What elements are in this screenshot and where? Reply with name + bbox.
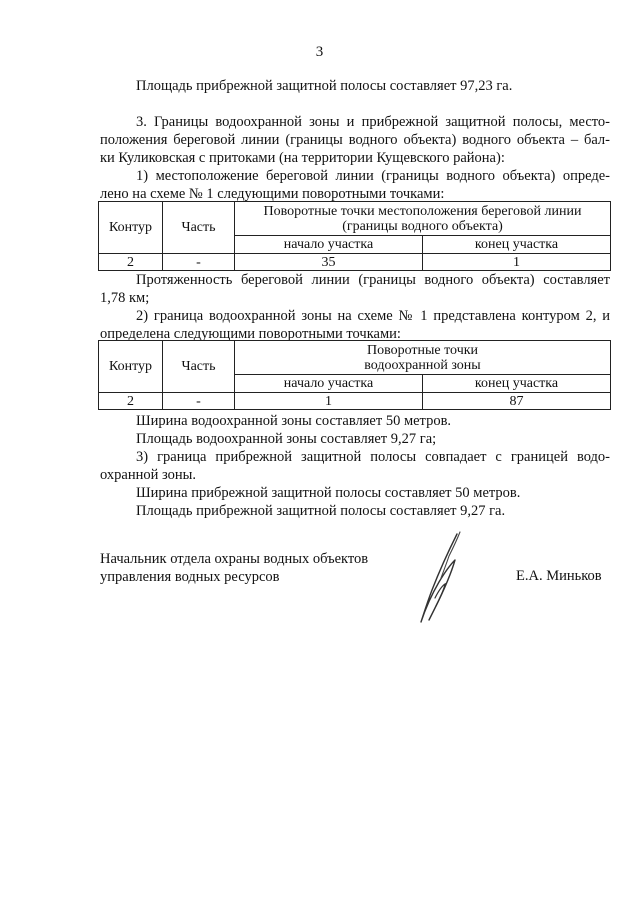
table-1-cell-end: 1 [423, 254, 611, 271]
table-2 [98, 340, 611, 410]
table-2-header-start: начало участка [235, 375, 423, 393]
table-2-cell-contour: 2 [99, 393, 163, 410]
table-1-header-points [235, 202, 611, 236]
table-2-header-end: конец участка [423, 375, 611, 393]
item-2-line-2: определена следующими поворотными точками: [100, 326, 401, 342]
length-line-1: Протяженность береговой линии (границы водного объекта) составляет [136, 272, 610, 288]
table-2-cell-start: 1 [235, 393, 423, 410]
table-2-cell-part: - [163, 393, 235, 410]
table-1-header-contour: Контур [99, 202, 163, 254]
table-2-cell-end: 87 [423, 393, 611, 410]
length-line-2: 1,78 км; [100, 290, 150, 306]
item-3-line-2: охранной зоны. [100, 467, 196, 483]
signatory-title-line-2: управления водных ресурсов [100, 569, 280, 585]
zone-area-text: Площадь водоохранной зоны составляет 9,27 га; [136, 431, 437, 447]
section-3-paragraph [100, 113, 610, 167]
strip-area-text: Площадь прибрежной защитной полосы составляет 9,27 га. [136, 503, 506, 519]
table-2-header-points [235, 341, 611, 375]
table-1-header-points-line-2: (границы водного объекта) [342, 218, 503, 234]
strip-width-text: Ширина прибрежной защитной полосы составляет 50 метров. [136, 485, 521, 501]
table-2-header-part: Часть [163, 341, 235, 393]
page-number: 3 [315, 44, 324, 60]
table-row [99, 254, 611, 271]
item-1-line-1: 1) местоположение береговой линии (границы водного объекта) опреде- [136, 168, 610, 184]
table-1 [98, 201, 611, 271]
area-top-text: Площадь прибрежной защитной полосы составляет 97,23 га. [136, 78, 513, 94]
item-2-line-1: 2) граница водоохранной зоны на схеме № 1 представлена контуром 2, и [136, 308, 610, 324]
section-3-line-2: положения береговой линии (границы водного объекта) водного объекта – бал- [100, 132, 610, 148]
handwritten-signature [405, 528, 475, 633]
table-1-header-part: Часть [163, 202, 235, 254]
item-1-paragraph [100, 167, 610, 203]
signatory-title [100, 550, 368, 586]
table-2-header-points-line-1: Поворотные точки [366, 342, 479, 358]
table-2-header-points-line-2: водоохранной зоны [364, 357, 481, 373]
section-3-line-3: ки Куликовская с притоками (на территории Кущевского района): [100, 150, 505, 166]
table-row [99, 393, 611, 410]
table-2-header-contour: Контур [99, 341, 163, 393]
length-paragraph [100, 271, 610, 307]
item-3-paragraph [100, 448, 610, 484]
signatory-name: Е.А. Миньков [516, 568, 602, 584]
table-1-header-start: начало участка [235, 236, 423, 254]
section-3-line-1: 3. Границы водоохранной зоны и прибрежной защитной полосы, место- [136, 114, 610, 130]
signatory-title-line-1: Начальник отдела охраны водных объектов [100, 551, 369, 567]
table-1-cell-contour: 2 [99, 254, 163, 271]
table-1-header-end: конец участка [423, 236, 611, 254]
zone-width-text: Ширина водоохранной зоны составляет 50 метров. [136, 413, 452, 429]
table-1-cell-start: 35 [235, 254, 423, 271]
item-2-paragraph [100, 307, 610, 343]
item-3-line-1: 3) граница прибрежной защитной полосы совпадает с границей водо- [136, 449, 610, 465]
table-1-cell-part: - [163, 254, 235, 271]
table-1-header-points-line-1: Поворотные точки местоположения береговой линии [263, 203, 582, 219]
item-1-line-2: лено на схеме № 1 следующими поворотными точками: [100, 186, 445, 202]
